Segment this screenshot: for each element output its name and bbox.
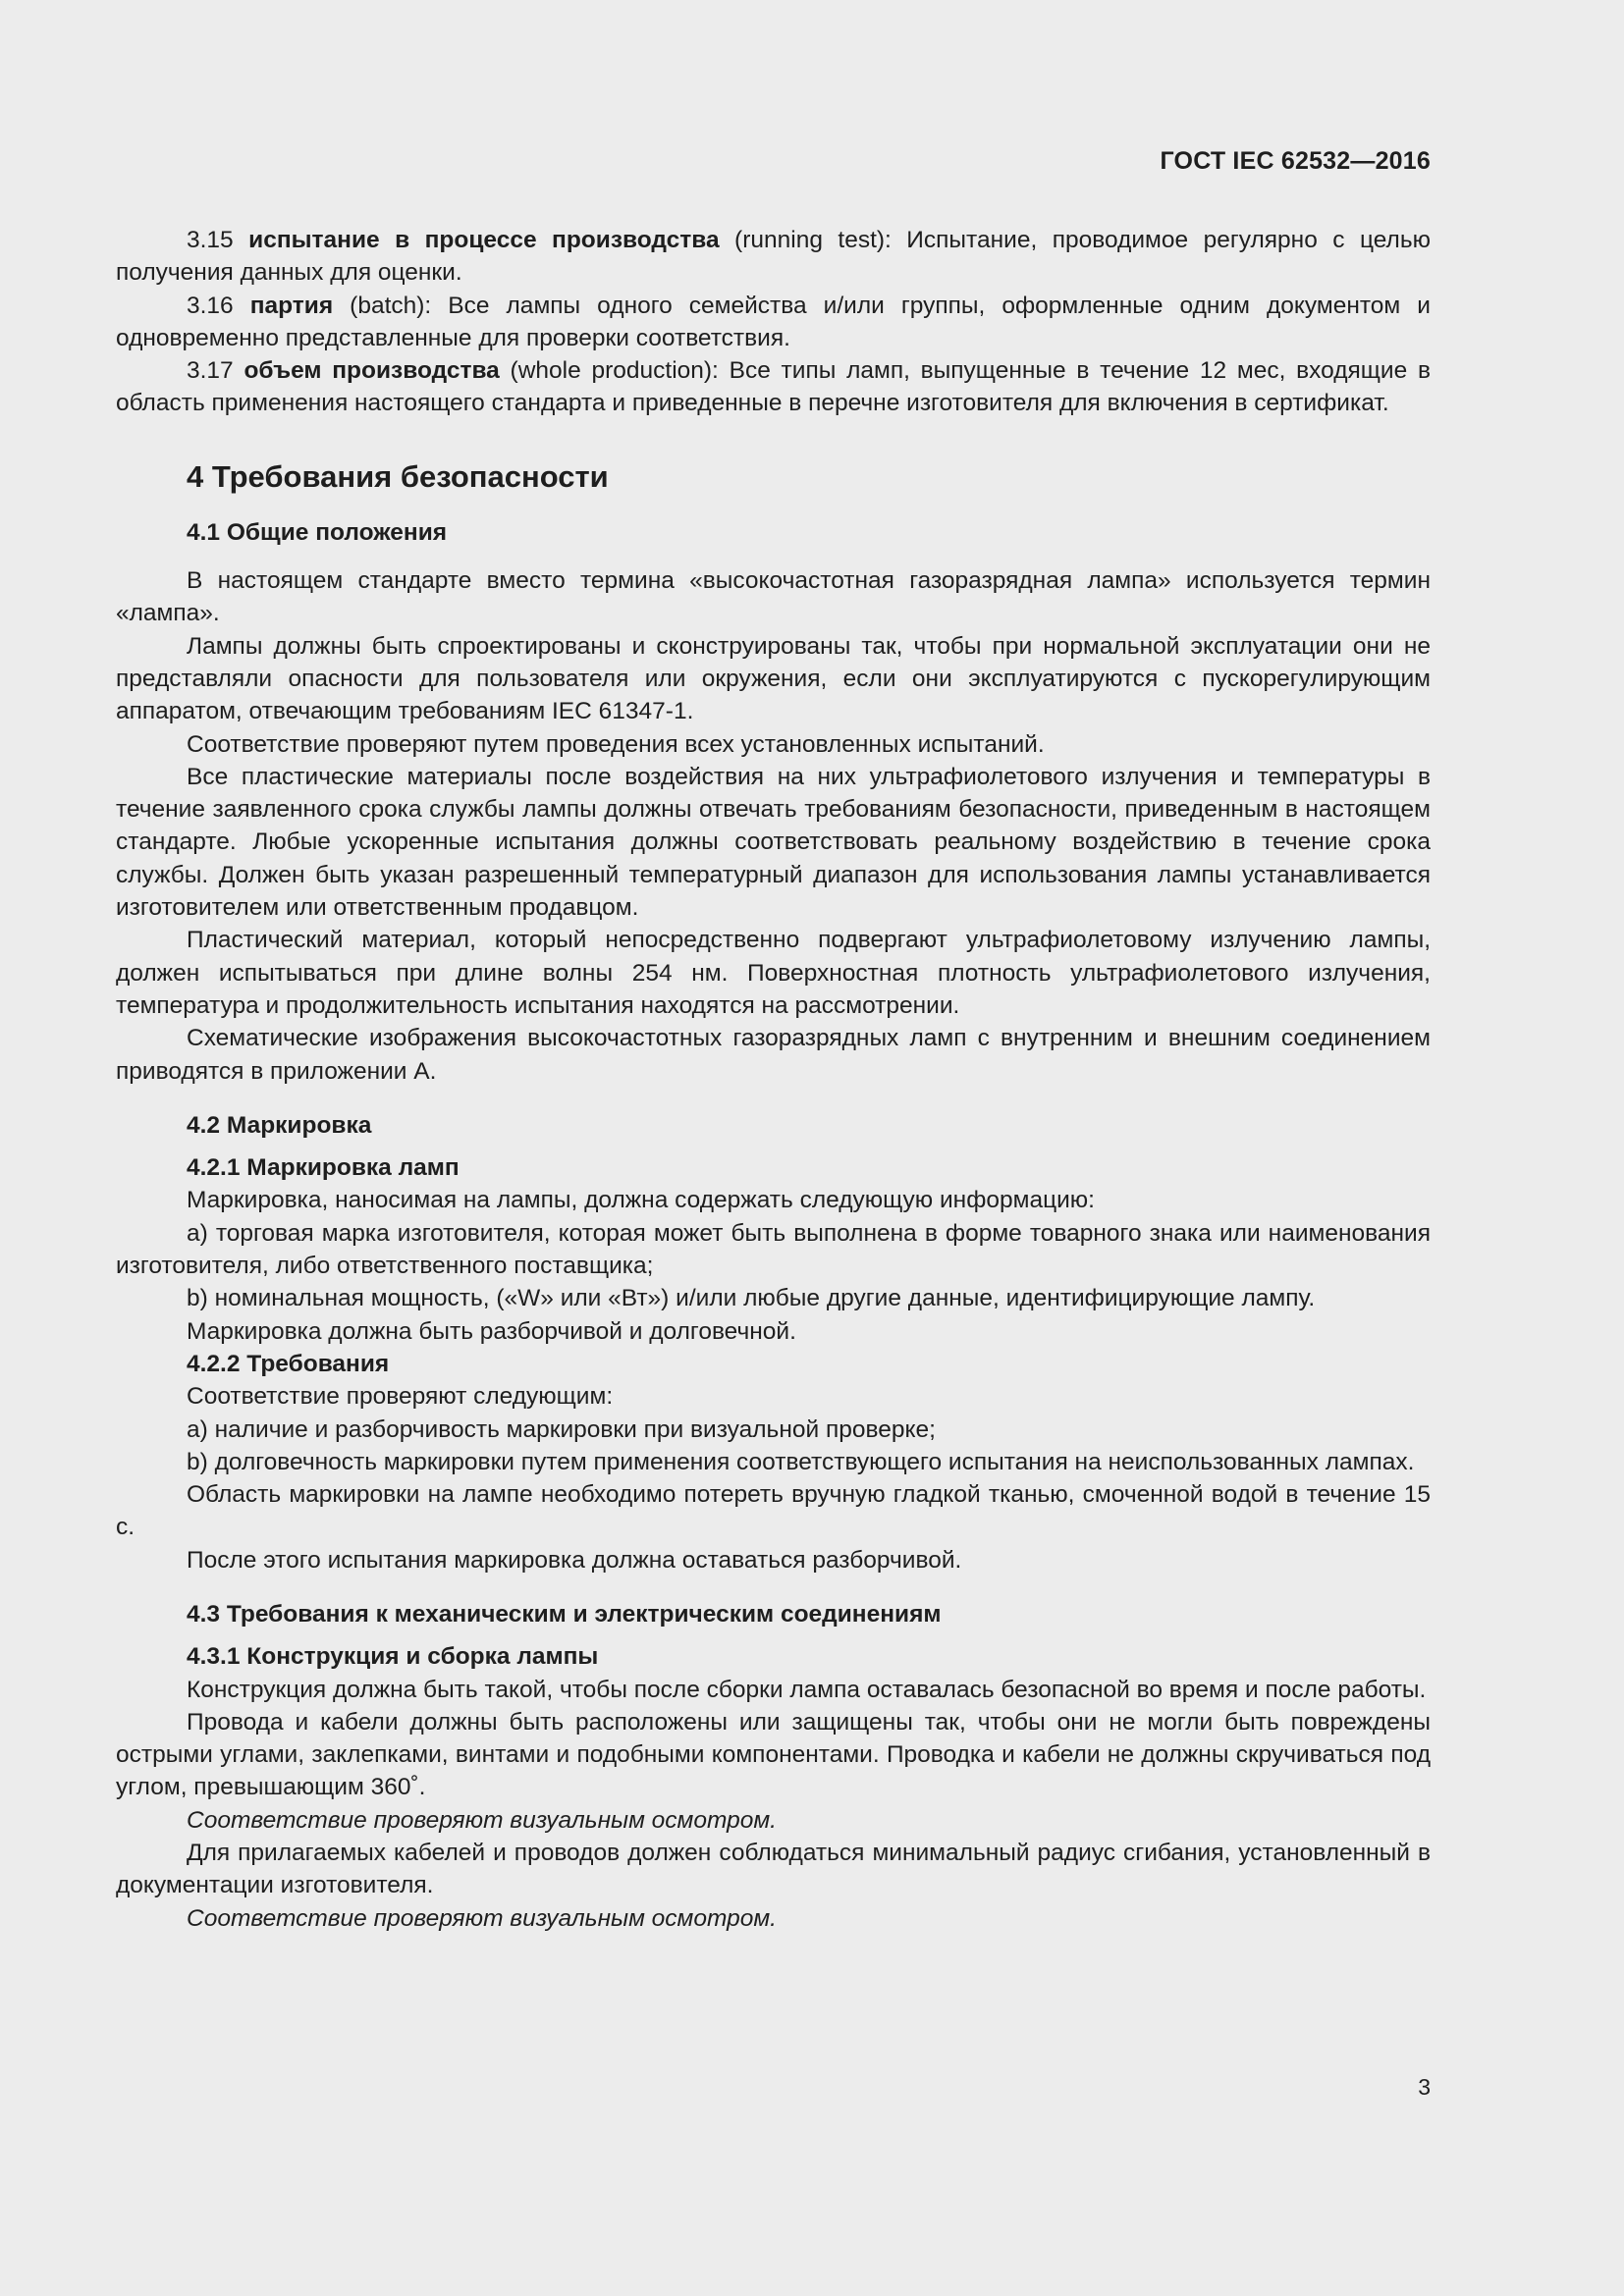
definition-text: (running test): Испытание, проводимое регулярно с целью получения данных для оценки.	[116, 227, 1431, 287]
list-item: b) долговечность маркировки путем применения соответствующего испытания на неиспользованных лампах.	[187, 1448, 1415, 1475]
definition-number: 3.15	[187, 227, 234, 253]
paragraph: Для прилагаемых кабелей и проводов должен соблюдаться минимальный радиус сгибания, установленный в документации изготовителя.	[116, 1840, 1431, 1899]
page-content	[116, 224, 1431, 1935]
paragraph: Соответствие проверяют следующим:	[187, 1383, 614, 1411]
italic-note: Соответствие проверяют визуальным осмотром.	[187, 1806, 777, 1834]
definition-number: 3.16	[187, 292, 234, 319]
definition-number: 3.17	[187, 357, 234, 385]
section-4-2-2-heading: 4.2.2 Требования	[187, 1350, 390, 1377]
definition-3-16	[116, 290, 1431, 355]
definition-text: (whole production): Все типы ламп, выпущенные в течение 12 мес, входящие в область применения настоящего стандарта и приведенные в перечне изготовителя для включения в сертификат.	[116, 357, 1431, 417]
paragraph: Маркировка должна быть разборчивой и долговечной.	[187, 1317, 796, 1345]
paragraph: Маркировка, наносимая на лампы, должна содержать следующую информацию:	[187, 1187, 1095, 1214]
definition-text: (batch): Все лампы одного семейства и/или группы, оформленные одним документом и одновременно представленные для проверки соответствия.	[116, 292, 1431, 351]
section-4-heading: 4 Требования безопасности	[187, 458, 609, 494]
paragraph: Схематические изображения высокочастотных газоразрядных ламп с внутренним и внешним соединением приводятся в приложении А.	[116, 1025, 1431, 1085]
paragraph: Провода и кабели должны быть расположены или защищены так, чтобы они не могли быть повреждены острыми углами, заклепками, винтами и подобными компонентами. Проводка и кабели не должны скручиваться под углом, превышающим 360˚.	[116, 1708, 1431, 1801]
section-4-2-heading: 4.2 Маркировка	[187, 1111, 372, 1139]
list-item: b) номинальная мощность, («W» или «Вт») и/или любые другие данные, идентифицирующие лампу.	[187, 1285, 1316, 1312]
paragraph: Лампы должны быть спроектированы и сконструированы так, чтобы при нормальной эксплуатации они не представляли опасности для пользователя или окружения, если они эксплуатируются с пускорегулирующим аппаратом, отвечающим требованиям IEC 61347-1.	[116, 632, 1431, 725]
definition-term: испытание в процессе производства	[248, 227, 720, 253]
page-number: 3	[1418, 2074, 1431, 2100]
paragraph: После этого испытания маркировка должна оставаться разборчивой.	[187, 1546, 962, 1574]
paragraph: Конструкция должна быть такой, чтобы после сборки лампа оставалась безопасной во время и после работы.	[187, 1676, 1427, 1703]
paragraph: Пластический материал, который непосредственно подвергают ультрафиолетовому излучению лампы, должен испытываться при длине волны 254 нм. Поверхностная плотность ультрафиолетового излучения, температура и продолжительность испытания находятся на рассмотрении.	[116, 927, 1431, 1019]
paragraph: В настоящем стандарте вместо термина «высокочастотная газоразрядная лампа» используется термин «лампа».	[116, 567, 1431, 627]
paragraph: Область маркировки на лампе необходимо потереть вручную гладкой тканью, смоченной водой в течение 15 с.	[116, 1481, 1431, 1541]
italic-note: Соответствие проверяют визуальным осмотром.	[187, 1904, 777, 1932]
list-item: a) торговая марка изготовителя, которая может быть выполнена в форме товарного знака или наименования изготовителя, либо ответственного поставщика;	[116, 1219, 1431, 1280]
section-4-3-1-heading: 4.3.1 Конструкция и сборка лампы	[187, 1643, 599, 1671]
paragraph: Соответствие проверяют путем проведения всех установленных испытаний.	[187, 730, 1045, 758]
section-4-3-heading: 4.3 Требования к механическим и электрическим соединениям	[187, 1600, 942, 1628]
document-header-title: ГОСТ IEC 62532—2016	[1160, 147, 1431, 175]
list-item: a) наличие и разборчивость маркировки при визуальной проверке;	[187, 1415, 936, 1443]
paragraph: Все пластические материалы после воздействия на них ультрафиолетового излучения и температуры в течение заявленного срока службы лампы должны отвечать требованиям безопасности, приведенным в настоящем стандарте. Любые ускоренные испытания должны соответствовать реальному воздействию в течение срока службы. Должен быть указан разрешенный температурный диапазон для использования лампы устанавливается изготовителем или ответственным продавцом.	[116, 763, 1431, 922]
definition-term: объем производства	[244, 357, 500, 385]
section-4-1-heading: 4.1 Общие положения	[187, 518, 448, 546]
definition-3-17	[116, 354, 1431, 420]
section-4-2-1-heading: 4.2.1 Маркировка ламп	[187, 1154, 460, 1182]
definition-3-15	[116, 224, 1431, 290]
definition-term: партия	[249, 292, 334, 319]
